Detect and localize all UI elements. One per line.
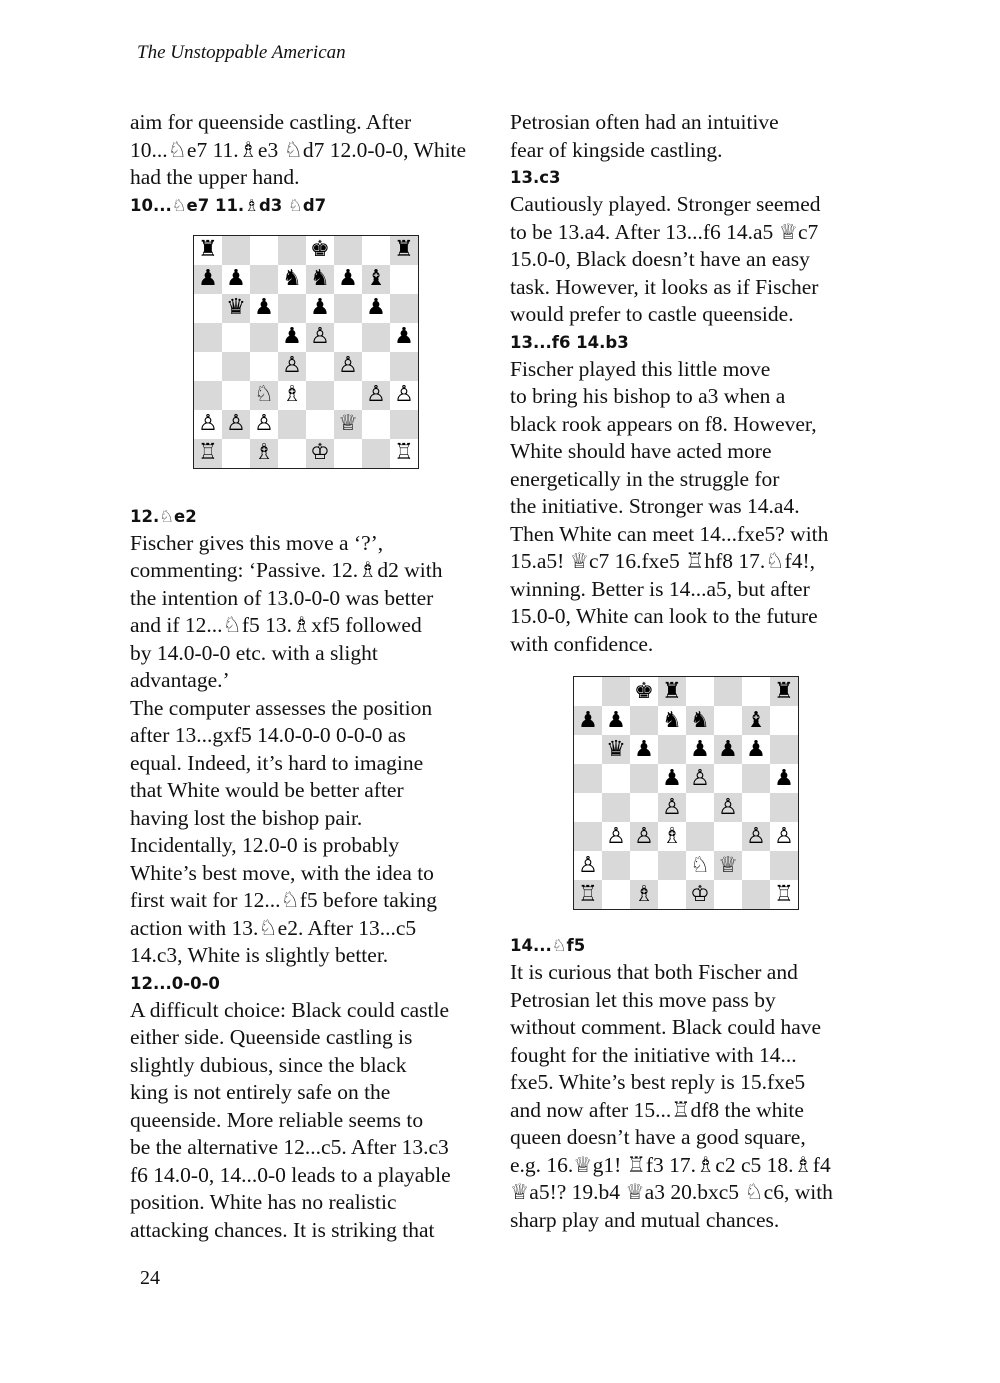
chess-piece-square: ♙ bbox=[714, 793, 742, 822]
move-heading: 13.c3 bbox=[510, 168, 561, 187]
chess-piece-square: ♖ bbox=[390, 439, 418, 468]
board-square bbox=[334, 236, 362, 265]
board-square bbox=[194, 323, 222, 352]
board-square bbox=[306, 381, 334, 410]
board-square bbox=[250, 323, 278, 352]
board-square bbox=[714, 677, 742, 706]
chess-piece-square: ♙ bbox=[278, 352, 306, 381]
paragraph: Fischer gives this move a ‘?’, commenting: ‘Passive. 12.♗d2 with the intention of 13.0-0-0 was better and if 12...♘f5 13.♗xf5 followed by 14.0-0-0 etc. with a slight advantage.’ bbox=[130, 530, 443, 692]
board-square bbox=[306, 410, 334, 439]
board-square bbox=[714, 880, 742, 909]
chess-piece-square: ♗ bbox=[250, 439, 278, 468]
board-square bbox=[278, 294, 306, 323]
chess-piece-square: ♙ bbox=[390, 381, 418, 410]
chess-piece-square: ♟ bbox=[742, 735, 770, 764]
chess-piece-square: ♕ bbox=[334, 410, 362, 439]
board-square bbox=[602, 851, 630, 880]
board-square bbox=[742, 677, 770, 706]
chess-piece-square: ♞ bbox=[686, 706, 714, 735]
board-square bbox=[278, 236, 306, 265]
chess-piece-square: ♙ bbox=[222, 410, 250, 439]
chess-piece-square: ♙ bbox=[334, 352, 362, 381]
paragraph: It is curious that both Fischer and Petrosian let this move pass by without comment. Black could have fought for the initiative with 14... fxe5. White’s best reply is 15.fxe5 and now after 15...♖df8 the white queen doesn’t have a good square, e.g. 16.♕g1! ♖f3 17.♗c2 c5 18.♗f4 ♕a5!? 19.b4 ♕a3 20.bxc5 ♘c6, with sharp play and mutual chances. bbox=[510, 960, 833, 1232]
chess-piece-square: ♞ bbox=[658, 706, 686, 735]
board-square bbox=[278, 410, 306, 439]
chess-piece-square: ♞ bbox=[306, 265, 334, 294]
chess-piece-square: ♚ bbox=[630, 677, 658, 706]
board-square bbox=[742, 880, 770, 909]
board-square bbox=[362, 236, 390, 265]
chess-piece-square: ♙ bbox=[574, 851, 602, 880]
chess-piece-square: ♙ bbox=[362, 381, 390, 410]
chess-piece-square: ♟ bbox=[390, 323, 418, 352]
board-square bbox=[334, 381, 362, 410]
chess-piece-square: ♖ bbox=[574, 880, 602, 909]
chess-piece-square: ♟ bbox=[334, 265, 362, 294]
board-square bbox=[222, 381, 250, 410]
chess-piece-square: ♜ bbox=[390, 236, 418, 265]
board-square bbox=[658, 851, 686, 880]
move-heading: 12...0-0-0 bbox=[130, 973, 220, 993]
board-square bbox=[390, 294, 418, 323]
board-square bbox=[306, 352, 334, 381]
board-square bbox=[686, 677, 714, 706]
paragraph: Petrosian often had an intuitive fear of kingside castling. bbox=[510, 110, 779, 162]
chess-diagram bbox=[193, 235, 419, 469]
chess-piece-square: ♔ bbox=[686, 880, 714, 909]
board-square bbox=[278, 439, 306, 468]
chess-piece-square: ♟ bbox=[278, 323, 306, 352]
chess-piece-square: ♙ bbox=[194, 410, 222, 439]
paragraph: The computer assesses the position after 13...gxf5 14.0-0-0 0-0-0 as equal. Indeed, it’s hard to imagine that White would be better after having lost the bishop pair. Incidentally, 12.0-0 is probably White’s best move, with the idea to first wait for 12...♘f5 before taking action with 13.♘e2. After 13...c5 14.c3, White is slightly better. bbox=[130, 695, 438, 967]
board-square bbox=[742, 764, 770, 793]
board-square bbox=[714, 764, 742, 793]
chess-piece-square: ♔ bbox=[306, 439, 334, 468]
board-square bbox=[362, 352, 390, 381]
chess-piece-square: ♕ bbox=[714, 851, 742, 880]
board-square bbox=[630, 764, 658, 793]
board-square bbox=[362, 410, 390, 439]
paragraph: Fischer played this little move to bring his bishop to a3 when a black rook appears on f8. However, White should have acted more energetically in the struggle for the initiative. Stronger was 14.a4. Then White can meet 14...fxe5? with 15.a5! ♕c7 16.fxe5 ♖hf8 17.♘f4!, winning. Better is 14...a5, but after 15.0-0, White can look to the future with confidence. bbox=[510, 356, 829, 656]
board-square bbox=[574, 764, 602, 793]
board-square bbox=[222, 352, 250, 381]
board-square bbox=[390, 265, 418, 294]
board-square bbox=[770, 706, 798, 735]
board-square bbox=[630, 706, 658, 735]
chess-piece-square: ♟ bbox=[714, 735, 742, 764]
board-square bbox=[222, 439, 250, 468]
board-square bbox=[334, 323, 362, 352]
chess-piece-square: ♗ bbox=[278, 381, 306, 410]
board-square bbox=[390, 410, 418, 439]
chess-piece-square: ♟ bbox=[602, 706, 630, 735]
chess-piece-square: ♟ bbox=[658, 764, 686, 793]
board-square bbox=[362, 323, 390, 352]
board-square bbox=[602, 764, 630, 793]
board-square bbox=[574, 735, 602, 764]
board-square bbox=[250, 236, 278, 265]
move-heading: 14...♘f5 bbox=[510, 936, 586, 955]
board-square bbox=[630, 851, 658, 880]
chess-piece-square: ♟ bbox=[306, 294, 334, 323]
chess-piece-square: ♖ bbox=[194, 439, 222, 468]
board-square bbox=[770, 793, 798, 822]
chess-diagram bbox=[573, 676, 799, 910]
board-square bbox=[250, 352, 278, 381]
chess-piece-square: ♜ bbox=[658, 677, 686, 706]
chess-piece-square: ♘ bbox=[686, 851, 714, 880]
chess-piece-square: ♟ bbox=[250, 294, 278, 323]
chess-piece-square: ♟ bbox=[630, 735, 658, 764]
board-square bbox=[770, 851, 798, 880]
board-square bbox=[602, 880, 630, 909]
board-square bbox=[390, 352, 418, 381]
page-number: 24 bbox=[140, 1267, 160, 1289]
right-column bbox=[510, 109, 875, 1234]
chess-piece-square: ♙ bbox=[686, 764, 714, 793]
board-square bbox=[686, 822, 714, 851]
chess-piece-square: ♗ bbox=[630, 880, 658, 909]
board-square bbox=[250, 265, 278, 294]
chess-piece-square: ♙ bbox=[306, 323, 334, 352]
chess-piece-square: ♟ bbox=[362, 294, 390, 323]
chess-piece-square: ♟ bbox=[194, 265, 222, 294]
chess-piece-square: ♛ bbox=[602, 735, 630, 764]
board-square bbox=[602, 793, 630, 822]
chess-piece-square: ♝ bbox=[742, 706, 770, 735]
chess-piece-square: ♙ bbox=[770, 822, 798, 851]
board-square bbox=[574, 793, 602, 822]
chess-piece-square: ♙ bbox=[602, 822, 630, 851]
chess-piece-square: ♟ bbox=[770, 764, 798, 793]
chess-piece-square: ♟ bbox=[686, 735, 714, 764]
move-heading: 12.♘e2 bbox=[130, 506, 197, 526]
board-square bbox=[714, 822, 742, 851]
chess-piece-square: ♞ bbox=[278, 265, 306, 294]
board-square bbox=[194, 381, 222, 410]
board-square bbox=[574, 677, 602, 706]
board-square bbox=[658, 735, 686, 764]
board-square bbox=[742, 851, 770, 880]
board-square bbox=[194, 352, 222, 381]
board-square bbox=[630, 793, 658, 822]
chess-piece-square: ♟ bbox=[222, 265, 250, 294]
board-square bbox=[222, 236, 250, 265]
board-square bbox=[742, 793, 770, 822]
board-square bbox=[714, 706, 742, 735]
move-heading: 10...♘e7 11.♗d3 ♘d7 bbox=[130, 195, 327, 215]
move-heading: 13...f6 14.b3 bbox=[510, 332, 629, 352]
chess-piece-square: ♟ bbox=[574, 706, 602, 735]
chess-piece-square: ♝ bbox=[362, 265, 390, 294]
left-column bbox=[130, 109, 495, 1244]
chess-piece-square: ♗ bbox=[658, 822, 686, 851]
chess-piece-square: ♖ bbox=[770, 880, 798, 909]
board-square bbox=[602, 677, 630, 706]
paragraph: aim for queenside castling. After 10...♘e7 11.♗e3 ♘d7 12.0-0-0, White had the upper hand. bbox=[130, 110, 467, 189]
paragraph: Cautiously played. Stronger seemed to be 13.a4. After 13...f6 14.a5 ♕c7 15.0-0, Black doesn’t have an easy task. However, it looks as if Fischer would prefer to castle queenside. bbox=[510, 192, 821, 326]
board-square bbox=[686, 793, 714, 822]
chess-piece-square: ♚ bbox=[306, 236, 334, 265]
chess-piece-square: ♙ bbox=[630, 822, 658, 851]
paragraph: A difficult choice: Black could castle either side. Queenside castling is slightly dubious, since the black king is not entirely safe on the queenside. More reliable seems to be the alternative 12...c5. After 13.c3 f6 14.0-0, 14...0-0 leads to a playable position. White has no realistic attacking chances. It is striking that bbox=[130, 997, 451, 1242]
chess-piece-square: ♙ bbox=[250, 410, 278, 439]
chess-piece-square: ♙ bbox=[658, 793, 686, 822]
chess-piece-square: ♙ bbox=[742, 822, 770, 851]
running-head: The Unstoppable American bbox=[137, 42, 346, 63]
chess-piece-square: ♜ bbox=[770, 677, 798, 706]
board-square bbox=[362, 439, 390, 468]
board-square bbox=[222, 323, 250, 352]
board-square bbox=[770, 735, 798, 764]
board-square bbox=[194, 294, 222, 323]
chess-piece-square: ♜ bbox=[194, 236, 222, 265]
chess-piece-square: ♘ bbox=[250, 381, 278, 410]
board-square bbox=[334, 294, 362, 323]
chess-piece-square: ♛ bbox=[222, 294, 250, 323]
board-square bbox=[658, 880, 686, 909]
board-square bbox=[574, 822, 602, 851]
board-square bbox=[334, 439, 362, 468]
